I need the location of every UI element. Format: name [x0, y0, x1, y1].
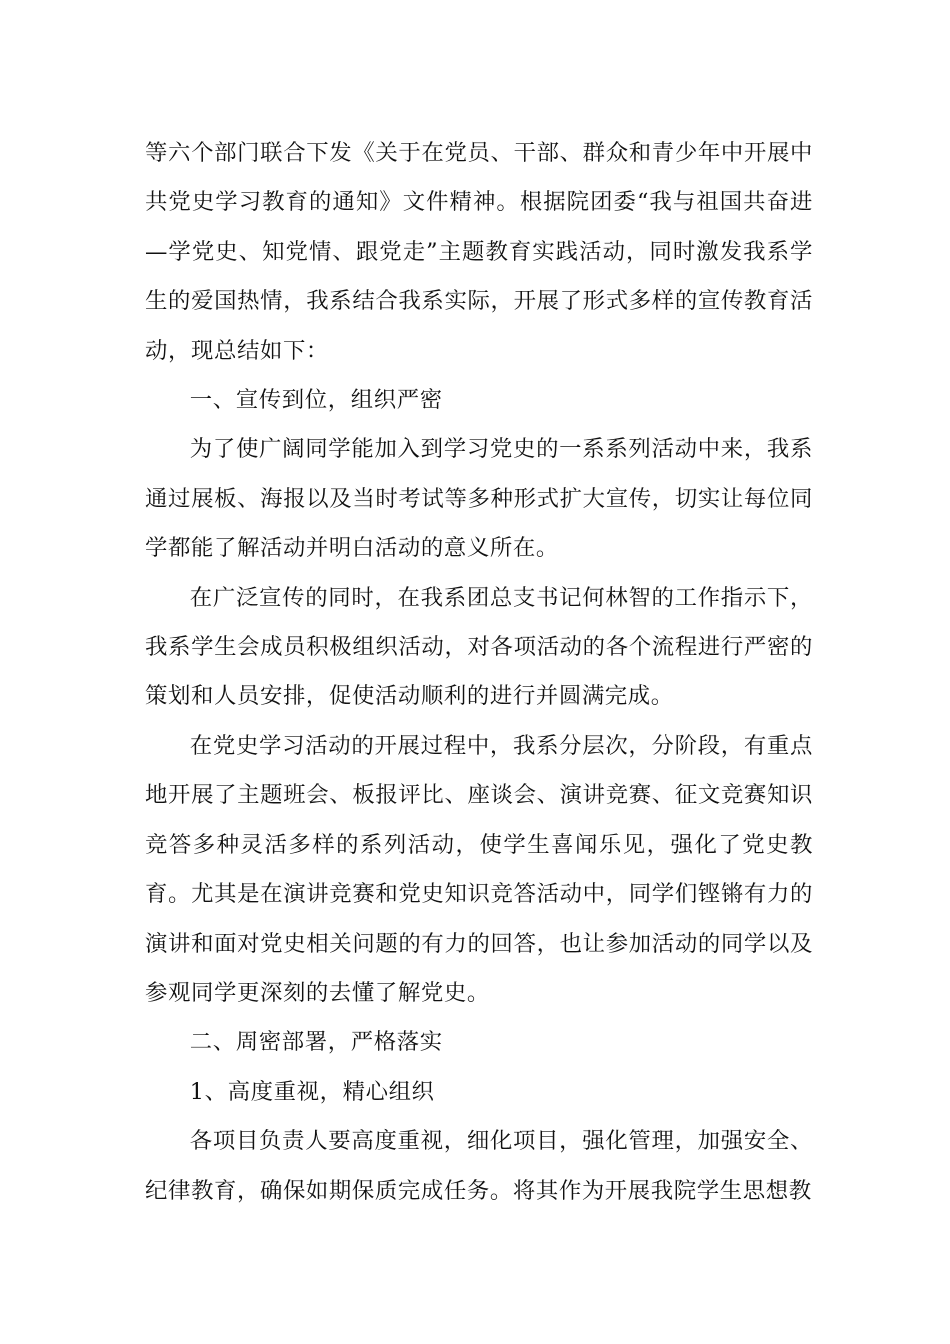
paragraph-organization: 在广泛宣传的同时，在我系团总支书记何林智的工作指示下，我系学生会成员积极组织活动，对各项活动的各个流程进行严密的策划和人员安排，促使活动顺利的进行并圆满完成。 — [145, 584, 813, 710]
subsection-heading-1: 1、高度重视，精心组织 — [189, 1078, 435, 1105]
section-heading-2: 二、周密部署，严格落实 — [189, 1029, 443, 1056]
paragraph-publicity: 为了使广阔同学能加入到学习党史的一系系列活动中来，我系通过展板、海报以及当时考试等多种形式扩大宣传，切实让每位同学都能了解活动并明白活动的意义所在。 — [145, 436, 813, 562]
document-body — [145, 129, 813, 1216]
paragraph-responsibility: 各项目负责人要高度重视，细化项目，强化管理，加强安全、纪律教育，确保如期保质完成任务。将其作为开展我院学生思想教 — [145, 1128, 813, 1204]
section-heading-1: 一、宣传到位，组织严密 — [189, 387, 443, 414]
paragraph-activities: 在党史学习活动的开展过程中，我系分层次，分阶段，有重点地开展了主题班会、板报评比、座谈会、演讲竞赛、征文竞赛知识竞答多种灵活多样的系列活动，使学生喜闻乐见，强化了党史教育。尤其是在演讲竞赛和党史知识竞答活动中，同学们铿锵有力的演讲和面对党史相关问题的有力的回答，也让参加活动的同学以及参观同学更深刻的去懂了解党史。 — [145, 732, 813, 1006]
paragraph-intro: 等六个部门联合下发《关于在党员、干部、群众和青少年中开展中共党史学习教育的通知》文件精神。根据院团委“我与祖国共奋进—学党史、知党情、跟党走”主题教育实践活动，同时激发我系学生的爱国热情，我系结合我系实际，开展了形式多样的宣传教育活动，现总结如下： — [145, 140, 813, 364]
